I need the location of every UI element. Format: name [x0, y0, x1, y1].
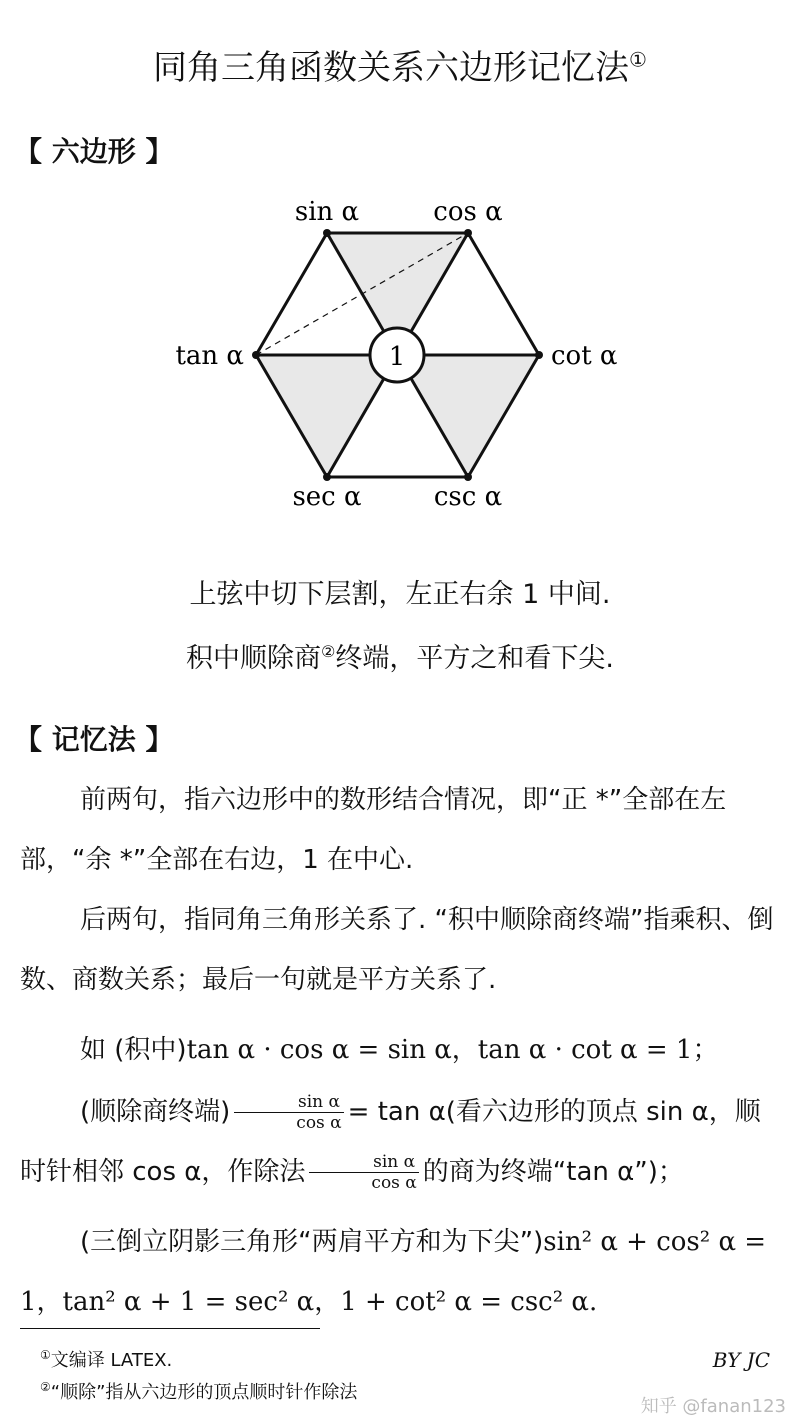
vertex-label-tan: tan α: [175, 341, 244, 371]
vertex-label-sec: sec α: [292, 482, 362, 512]
fraction-sin-over-cos-2: $\frac{\text{sin α}}{\text{cos α}}$: [309, 1152, 418, 1193]
footnote-1: ①文编译 LATEX.: [40, 1348, 173, 1371]
vertex-label-cot: cot α: [551, 341, 618, 371]
poem-line-1: 上弦中切下层割，左正右余 1 中间.: [189, 579, 611, 610]
paragraph-2: 后两句，指同角三角形关系了. “积中顺除商终端”指乘积、倒数、商数关系；最后一句就是平方关系了.: [20, 905, 774, 995]
paragraph-4: (顺除商终端) $\frac{\text{sin α}}{\text{cos α}}$ = tan α(看六边形的顶点 sin α，顺时针相邻 cos α，作除法 $\frac{\text{sin α}}{\text{cos α}}$ 的商为终端“tan α”)；: [20, 1092, 761, 1193]
section-heading-hexagon: 【 六边形 】: [14, 135, 174, 168]
page-title: 同角三角函数关系六边形记忆法①: [153, 47, 647, 88]
paragraph-5: (三倒立阴影三角形“两肩平方和为下尖”)sin² α + cos² α = 1，tan² α + 1 = sec² α，1 + cot² α = csc² α.: [20, 1227, 767, 1317]
footnote-rule: [20, 1328, 320, 1329]
poem-line-2: 积中顺除商②终端，平方之和看下尖.: [186, 642, 614, 674]
hexagon-diagram: [0, 190, 800, 520]
vertex-label-csc: csc α: [433, 482, 503, 512]
section-heading-memory: 【 记忆法 】: [14, 723, 174, 756]
signature: BY JC: [712, 1348, 770, 1372]
vertex-label-cos: cos α: [433, 197, 503, 227]
fraction-sin-over-cos: $\frac{\text{sin α}}{\text{cos α}}$: [234, 1092, 343, 1133]
vertex-label-sin: sin α: [294, 197, 360, 227]
paragraph-3: 如 (积中)tan α · cos α = sin α，tan α · cot α = 1；: [80, 1035, 719, 1065]
watermark: 知乎 @fanan123: [640, 1396, 786, 1417]
center-label: 1: [388, 342, 406, 372]
footnote-2: ②“顺除”指从六边形的顶点顺时针作除法: [40, 1380, 358, 1403]
paragraph-1: 前两句，指六边形中的数形结合情况，即“正 *”全部在左部，“余 *”全部在右边，1 在中心.: [20, 785, 727, 875]
